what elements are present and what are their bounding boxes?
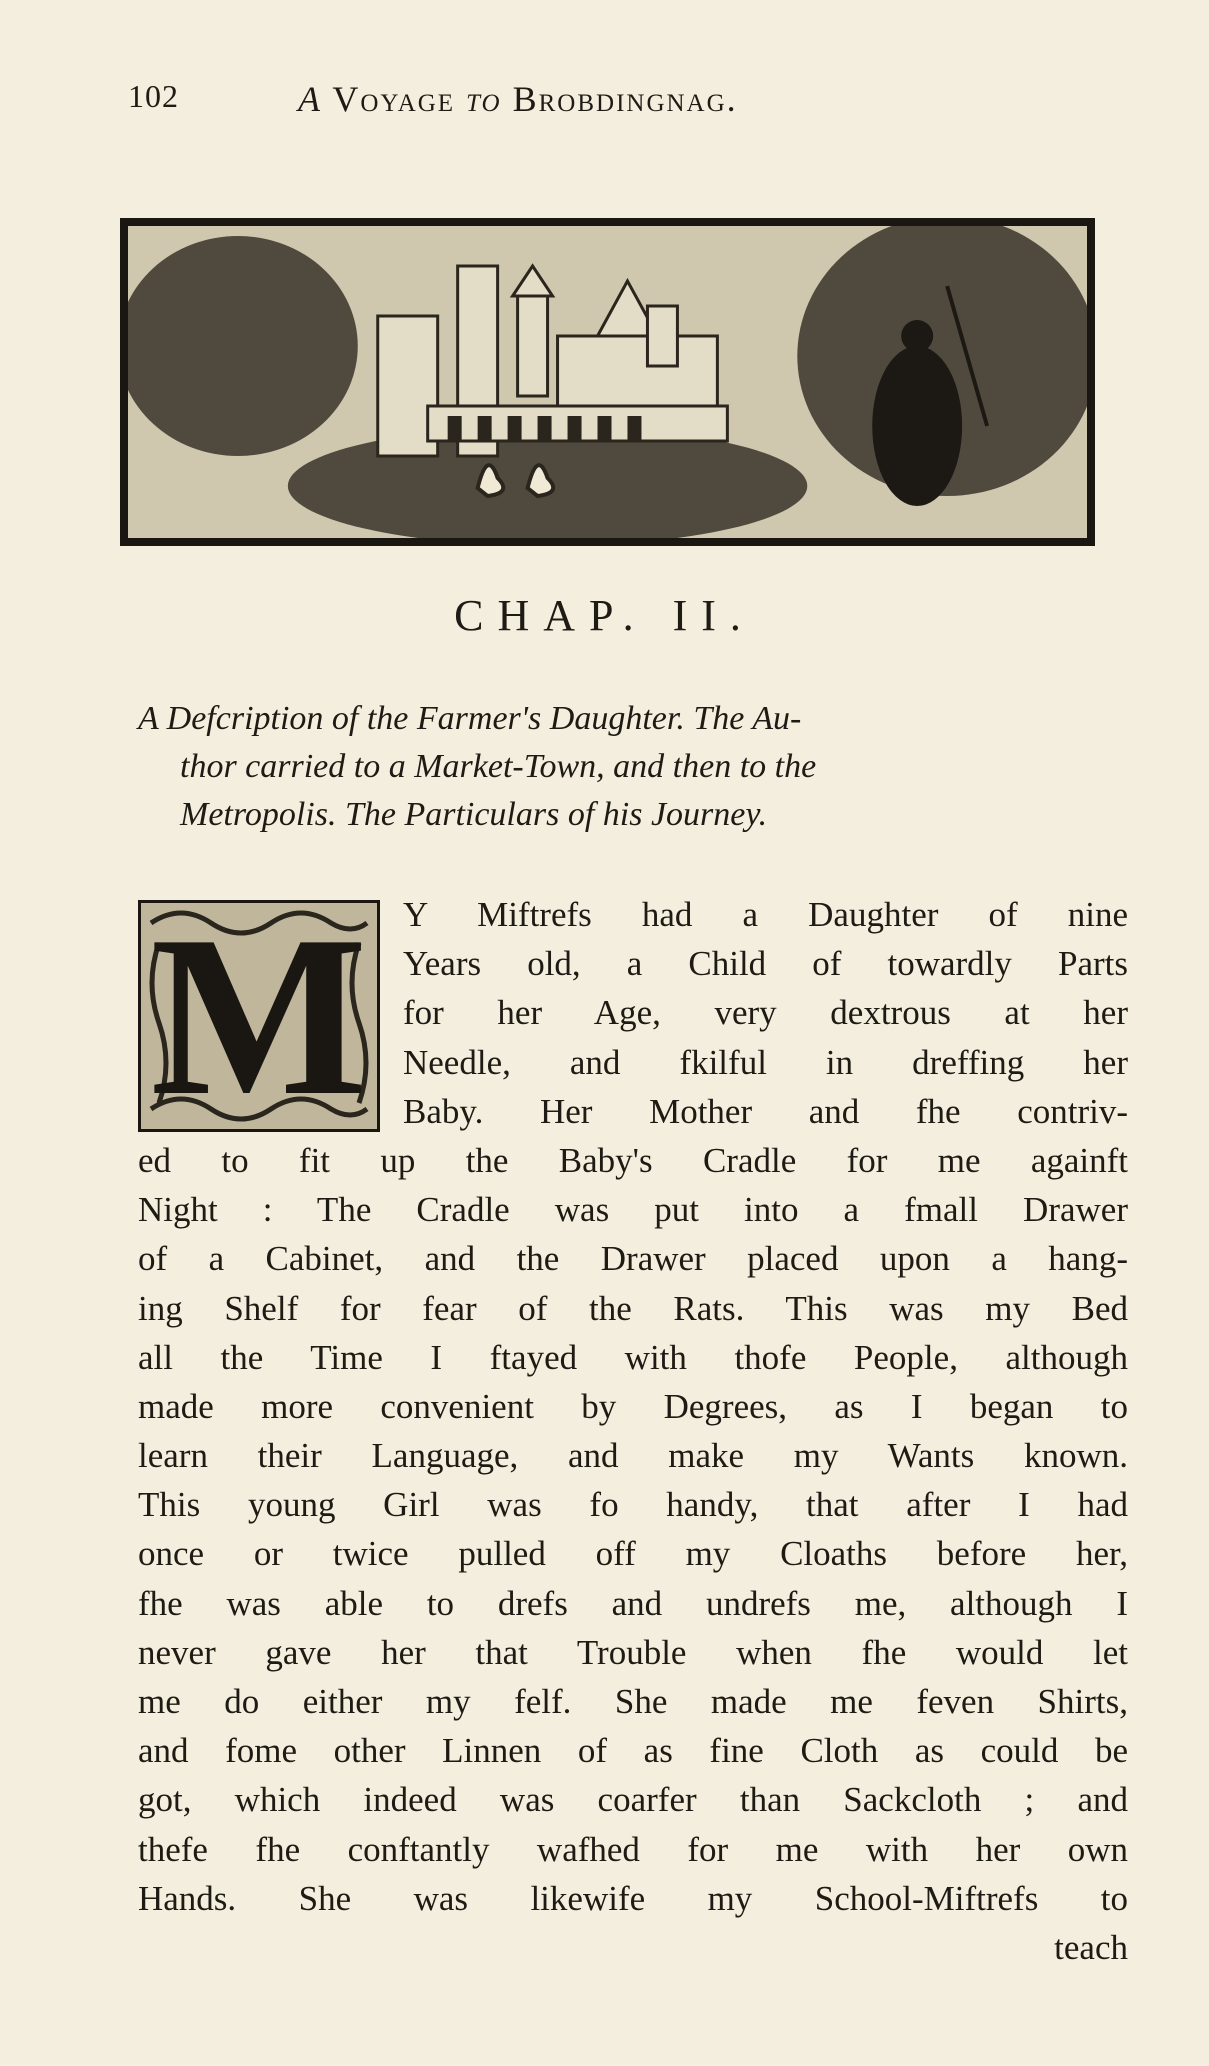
text-line: once or twice pulled off my Cloaths before her,: [138, 1534, 1128, 1574]
text-line: ing Shelf for fear of the Rats. This was my Bed: [138, 1288, 1128, 1328]
page-number: 102: [128, 78, 179, 114]
text-line: thefe fhe conftantly wafhed for me with her own: [138, 1829, 1128, 1869]
text-line: Y Miftrefs had a Daughter of nine: [403, 895, 1128, 934]
text-line: Years old, a Child of towardly Parts: [403, 944, 1128, 984]
body-text: [138, 890, 1128, 1972]
page-header: [128, 78, 1128, 138]
summary-line: Metropolis. The Particulars of his Journey.: [180, 796, 768, 833]
text-line: This young Girl was fo handy, that after I had: [138, 1485, 1128, 1525]
text-line: of a Cabinet, and the Drawer placed upon a hang-: [138, 1239, 1128, 1279]
text-line: all the Time I ftayed with thofe People, although: [138, 1337, 1128, 1377]
text-line: for her Age, very dextrous at her: [403, 993, 1128, 1033]
summary-line: A Defcription of the Farmer's Daughter. The Au-: [138, 700, 802, 737]
woodcut-illustration: [128, 226, 1087, 538]
running-title-voyage: Voyage: [332, 79, 456, 119]
text-line: never gave her that Trouble when fhe would let: [138, 1632, 1128, 1672]
text-line: and fome other Linnen of as fine Cloth as could be: [138, 1731, 1128, 1771]
chapter-summary: [138, 695, 1118, 839]
running-title-place: Brobdingnag.: [512, 79, 738, 119]
drop-cap-letter: M: [150, 888, 368, 1143]
text-line: Baby. Her Mother and fhe contriv-: [403, 1091, 1128, 1131]
summary-line: thor carried to a Market-Town, and then to the: [180, 748, 817, 785]
text-line: Night : The Cradle was put into a fmall Drawer: [138, 1190, 1128, 1230]
text-line: me do either my felf. She made me feven Shirts,: [138, 1682, 1128, 1721]
running-title: [298, 78, 738, 120]
text-line: got, which indeed was coarfer than Sackcloth ; and: [138, 1780, 1128, 1820]
text-line: Needle, and fkilful in dreffing her: [403, 1042, 1128, 1082]
running-title-to: to: [466, 79, 502, 119]
woodcut-headpiece: [120, 218, 1095, 546]
text-line: made more convenient by Degrees, as I began to: [138, 1386, 1128, 1426]
chapter-title: CHAP. II.: [454, 591, 755, 640]
text-line: ed to fit up the Baby's Cradle for me againft: [138, 1140, 1128, 1180]
text-line: Hands. She was likewife my School-Miftrefs to: [138, 1878, 1128, 1918]
text-line: learn their Language, and make my Wants known.: [138, 1436, 1128, 1476]
running-title-article: A: [298, 79, 322, 119]
catchword: teach: [1054, 1927, 1128, 1967]
text-line: fhe was able to drefs and undrefs me, although I: [138, 1583, 1128, 1623]
